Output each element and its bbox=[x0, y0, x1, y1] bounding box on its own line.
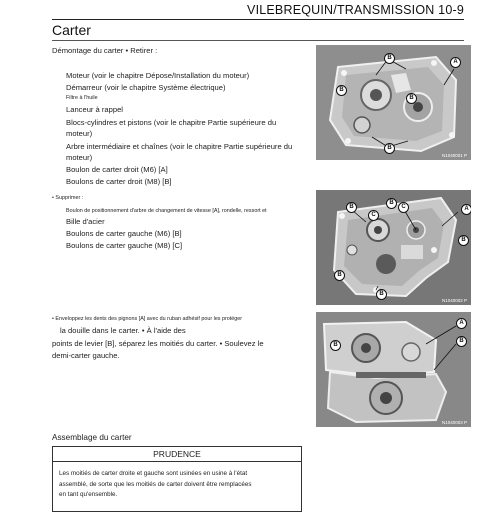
running-header-title: VILEBREQUIN/TRANSMISSION 10-9 bbox=[247, 3, 464, 17]
wrap-line: la douille dans le carter. • À l'aide des bbox=[60, 326, 186, 335]
delete-line: Boulon de positionnement d'arbre de changement de vitesse [A], rondelle, ressort et bbox=[66, 208, 267, 214]
crankcase-right-photo bbox=[316, 45, 471, 160]
caution-body bbox=[59, 469, 297, 501]
callout-label: A bbox=[461, 204, 471, 215]
callout-label: B bbox=[330, 340, 341, 351]
crankcase-split-photo bbox=[316, 312, 471, 427]
wrap-line: • Enveloppez les dents des pignons [A] avec du ruban adhésif pour les protéger bbox=[52, 316, 243, 322]
figure-code: N1040003 P bbox=[441, 420, 467, 425]
dismantle-item: Boulon de carter droit (M6) [A] bbox=[66, 165, 168, 174]
delete-item: Boulons de carter gauche (M6) [B] bbox=[66, 229, 182, 238]
callout-label: C bbox=[398, 202, 409, 213]
delete-intro: • Supprimer : bbox=[52, 195, 84, 201]
header-rule bbox=[52, 19, 464, 20]
caution-line: Les moitiés de carter droite et gauche sont usinées en usine à l'état bbox=[59, 470, 248, 477]
dismantle-item: Filtre à l'huile bbox=[66, 95, 98, 101]
callout-label: B bbox=[336, 85, 347, 96]
callout-label: B bbox=[376, 289, 387, 300]
callout-label: B bbox=[384, 143, 395, 154]
dismantle-item: moteur) bbox=[66, 153, 93, 162]
crankcase-left-photo bbox=[316, 190, 471, 305]
figure-code: N1040002 P bbox=[441, 298, 467, 303]
assembly-title: Assemblage du carter bbox=[52, 433, 132, 442]
callout-label: A bbox=[456, 318, 467, 329]
caution-line: assemblé, de sorte que les moitiés de carter doivent être remplacées bbox=[59, 480, 252, 488]
dismantle-item: Démarreur (voir le chapitre Système électrique) bbox=[66, 83, 226, 92]
dismantle-item: Moteur (voir le chapitre Dépose/Installation du moteur) bbox=[66, 71, 250, 80]
caution-heading: PRUDENCE bbox=[53, 447, 301, 462]
dismantle-item: moteur) bbox=[66, 129, 93, 138]
callout-label: B bbox=[406, 93, 417, 104]
caution-line: en tant qu'ensemble. bbox=[59, 491, 118, 498]
callout-label: B bbox=[458, 235, 469, 246]
wrap-line: demi-carter gauche. bbox=[52, 351, 120, 360]
figure-code: N1040001 P bbox=[441, 153, 467, 158]
callout-label: C bbox=[368, 210, 379, 221]
wrap-line: points de levier [B], séparez les moitiés du carter. • Soulevez le bbox=[52, 339, 264, 348]
caution-box bbox=[52, 446, 302, 512]
dismantle-item: Lanceur à rappel bbox=[66, 105, 123, 114]
callout-label: B bbox=[456, 336, 467, 347]
dismantle-item: Arbre intermédiaire et chaînes (voir le chapitre Partie supérieure du bbox=[66, 142, 293, 151]
callout-label: B bbox=[346, 202, 357, 213]
delete-line: Bille d'acier bbox=[66, 217, 105, 226]
section-rule bbox=[52, 40, 464, 41]
callout-label: B bbox=[386, 198, 397, 209]
dismantle-item: Blocs-cylindres et pistons (voir le chapitre Partie supérieure du bbox=[66, 118, 277, 127]
callout-label: B bbox=[384, 53, 395, 64]
dismantle-intro: Démontage du carter • Retirer : bbox=[52, 46, 158, 55]
section-title: Carter bbox=[52, 22, 91, 38]
callout-label: A bbox=[450, 57, 461, 68]
delete-item: Boulons de carter gauche (M8) [C] bbox=[66, 241, 183, 250]
callout-label: B bbox=[334, 270, 345, 281]
dismantle-item: Boulons de carter droit (M8) [B] bbox=[66, 177, 172, 186]
